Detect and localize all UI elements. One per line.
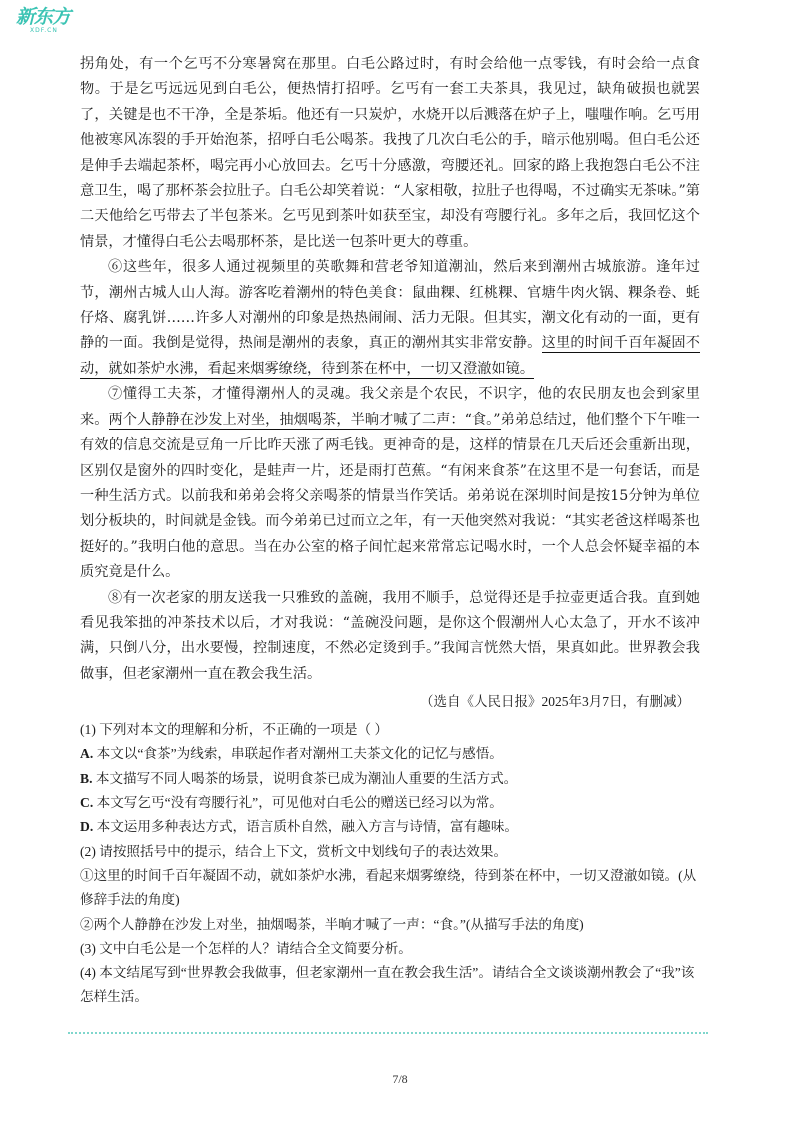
- essay-paragraph: [80, 255, 700, 382]
- source-citation: （选自《人民日报》2025年3月7日，有删减）: [420, 694, 690, 710]
- logo-text: 新东方: [16, 6, 71, 28]
- questions-section: [80, 718, 700, 1010]
- logo-domain: XDF.CN: [30, 27, 58, 34]
- paragraph-text: ⑥这些年，很多人通过视频里的英歌舞和营老爷知道潮汕，然后来到潮州古城旅游。逢年过节，潮州古城人山人海。游客吃着潮州的特色美食：鼠曲粿、红桃粿、官塘牛肉火锅、粿条卷、蚝仔烙、腐乳饼……许多人对潮州的印象是热热闹闹、活力无限。但其实，潮文化有动的一面，更有静的一面。我倒是觉得，热闹是潮州的表象，真正的潮州其实非常安静。: [80, 259, 700, 352]
- question-3: (3) 文中白毛公是一个怎样的人？请结合全文简要分析。: [80, 940, 412, 956]
- option-text: 本文写乞丐“没有弯腰行礼”，可见他对白毛公的赠送已经习以为常。: [93, 795, 503, 811]
- option-label: B.: [80, 770, 93, 786]
- option-text: 本文描写不同人喝茶的场景，说明食茶已成为潮汕人重要的生活方式。: [92, 770, 518, 786]
- question-2-item-1: ①这里的时间千百年凝固不动，就如茶炉水沸，看起来烟雾缭绕，待到茶在杯中，一切又澄澈如镜。(从修辞手法的角度): [80, 867, 697, 908]
- option-a: [80, 742, 700, 766]
- option-label: C.: [80, 795, 94, 811]
- option-c: [80, 791, 700, 815]
- option-text: 本文以“食茶”为线索，串联起作者对潮州工夫茶文化的记忆与感悟。: [93, 746, 503, 762]
- page-number: 7/8: [392, 1072, 408, 1086]
- underlined-sentence: 两个人静静在沙发上对坐，抽烟喝茶，半晌才喊了二声：“食。”: [108, 411, 501, 428]
- question-2: (2) 请按照括号中的提示，结合上下文，赏析文中划线句子的表达效果。: [80, 843, 508, 859]
- option-text: 本文运用多种表达方式，语言质朴自然，融入方言与诗情，富有趣味。: [93, 819, 519, 835]
- underlined-sentence: 这里的时间千百年凝固不动，就如茶炉水沸，看起来烟雾缭绕，待到茶在杯中，一切又澄澈如镜。: [80, 335, 700, 377]
- question-4: (4) 本文结尾写到“世界教会我做事，但老家潮州一直在教会我生活”。请结合全文谈谈潮州教会了“我”该怎样生活。: [80, 965, 695, 1005]
- essay-paragraph: ⑧有一次老家的朋友送我一只雅致的盖碗，我用不顺手，总觉得还是手拉壶更适合我。直到她看见我笨拙的冲茶技术以后，才对我说：“盖碗没问题，是你这个假潮州人心太急了，开水不该冲满，只倒八分，出水要慢，控制速度，不然必定烫到手。”我闻言恍然大悟，果真如此。世界教会我做事，但老家潮州一直在教会我生活。: [80, 589, 700, 682]
- option-b: [80, 767, 700, 791]
- option-label: A.: [80, 746, 94, 762]
- paragraph-text: 弟弟总结过，他们整个下午唯一有效的信息交流是豆角一斤比昨天涨了两毛钱。更神奇的是，这样的情景在几天后还会重新出现，区别仅是窗外的四时变化，是蛙声一片，还是雨打芭蕉。“有闲来食茶”在这里不是一句套话，而是一种生活方式。以前我和弟弟会将父亲喝茶的情景当作笑话。弟弟说在深圳时间是按15分钟为单位划分板块的，时间就是金钱。而今弟弟已过而立之年，有一天他突然对我说：“其实老爸这样喝茶也挺好的。”我明白他的意思。当在办公室的格子间忙起来常常忘记喝水时，一个人总会怀疑幸福的本质究竟是什么。: [80, 411, 700, 581]
- essay-paragraph: [80, 382, 700, 585]
- page-content: [80, 52, 700, 1010]
- essay-text: [80, 52, 700, 714]
- essay-paragraph: 拐角处，有一个乞丐不分寒暑窝在那里。白毛公路过时，有时会给他一点零钱，有时会给一点食物。于是乞丐远远见到白毛公，便热情打招呼。乞丐有一套工夫茶具，我见过，缺角破损也就罢了，关键是也不干净，全是茶垢。他还有一只炭炉，水烧开以后溅落在炉子上，嗤嗤作响。乞丐用他被寒风冻裂的手开始泡茶，招呼白毛公喝茶。我拽了几次白毛公的手，暗示他别喝。但白毛公还是伸手去端起茶杯，喝完再小心放回去。乞丐十分感激，弯腰还礼。回家的路上我抱怨白毛公不注意卫生，喝了那杯茶会拉肚子。白毛公却笑着说：“人家相敬，拉肚子也得喝，不过确实无茶味。”第二天他给乞丐带去了半包茶米。乞丐见到茶叶如获至宝，却没有弯腰行礼。多年之后，我回忆这个情景，才懂得白毛公去喝那杯茶，是比送一包茶叶更大的尊重。: [80, 56, 700, 250]
- brand-logo: [16, 8, 78, 38]
- option-label: D.: [80, 819, 94, 835]
- question-1: (1) 下列对本文的理解和分析，不正确的一项是（ ）: [80, 722, 389, 738]
- option-d: [80, 815, 700, 839]
- question-2-item-2: ②两个人静静在沙发上对坐，抽烟喝茶，半晌才喊了一声：“食。”(从描写手法的角度): [80, 916, 584, 932]
- paragraph-text: ⑦懂得工夫茶，才懂得潮州人的灵魂。我父亲是个农民，不识字，他的农民朋友也会到家里来。: [80, 386, 700, 428]
- footer-divider: [68, 1032, 708, 1034]
